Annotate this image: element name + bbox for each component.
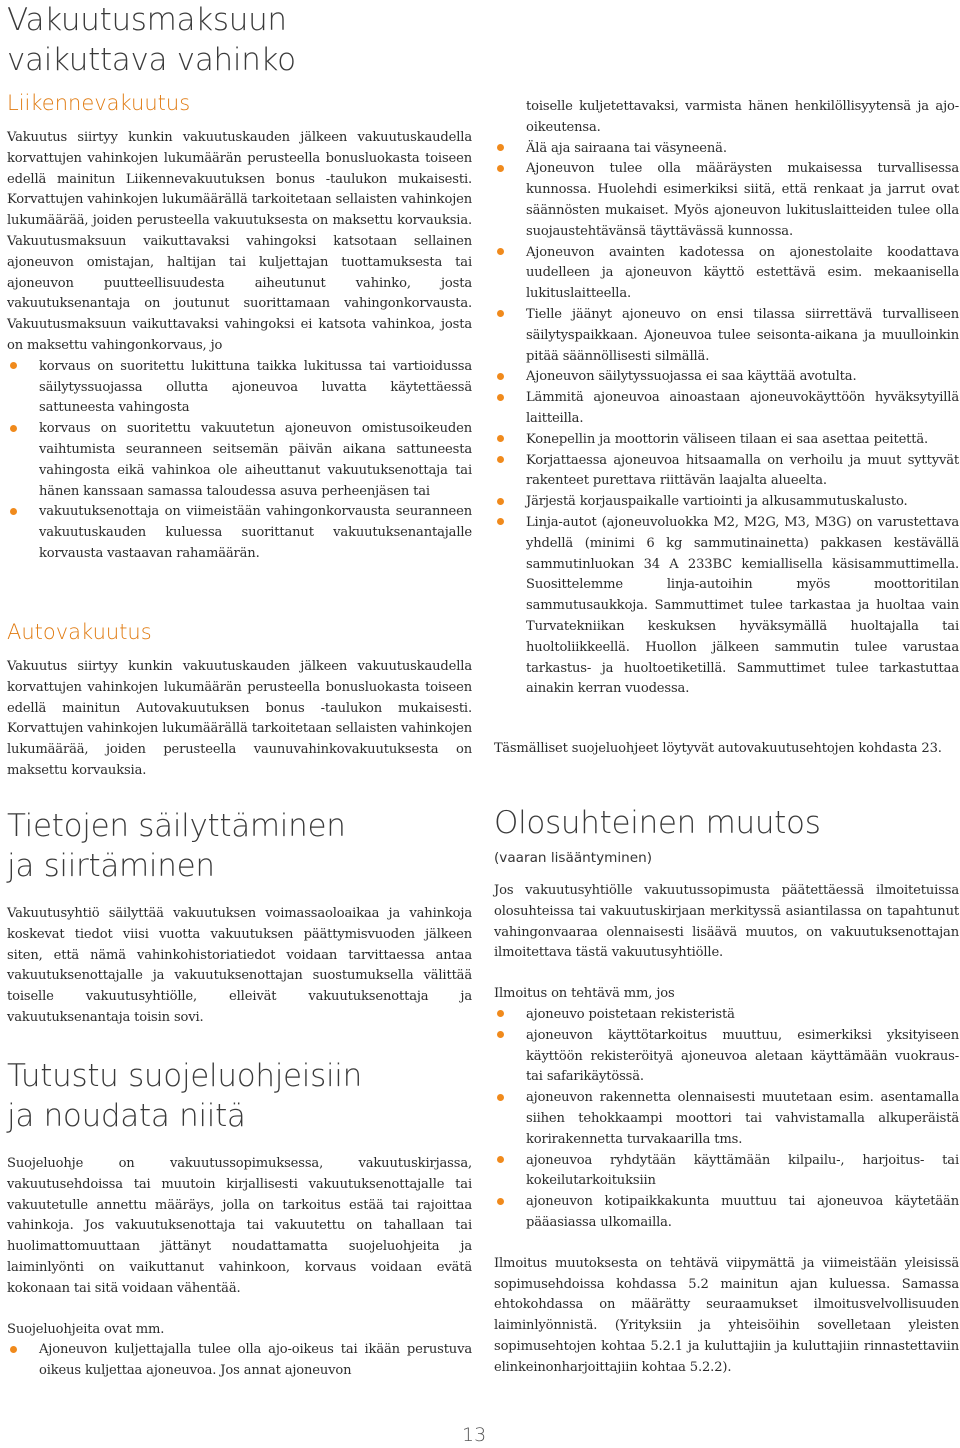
list-item xyxy=(494,1026,959,1088)
bullet-icon xyxy=(10,508,17,515)
safety-instructions-title-line-2: ja noudata niitä xyxy=(7,1098,246,1134)
bullet-icon xyxy=(497,394,504,401)
list-item-text: Ajoneuvon avainten kadotessa on ajonestolaite koodattava uudelleen ja ajoneuvon käyttö estettävä esim. mekaanisella lukituslaitteella. xyxy=(526,244,959,302)
conditions-change-closing: Ilmoitus muutoksesta on tehtävä viipymättä ja viimeistään yleisissä sopimusehdoissa kohdassa 5.2 mainitun ajan kuluessa. Samassa ehtokohdassa on määrätty seuraamukset ilmoitusvelvollisuuden laiminlyönnistä. (Yrityksiin ja yhteisöihin sovelletaan yleisten sopimusehtojen kohtaa 5.2.1 ja kuluttajiin ja kuluttajiin rinnastettaviin elinkeinonharjoittajiin kohtaa 5.2.2). xyxy=(494,1255,959,1375)
bullet-icon xyxy=(497,310,504,317)
main-title-line-2: vaikuttava vahinko xyxy=(7,42,296,78)
list-item-text: Järjestä korjauspaikalle vartiointi ja alkusammutuskalusto. xyxy=(526,494,908,510)
list-item-text: ajoneuvoa ryhdytään käyttämään kilpailu-, harjoitus- tai kokeilutarkoituksiin xyxy=(526,1152,959,1189)
data-storage-title xyxy=(7,806,472,886)
conditions-change-lead: Ilmoitus on tehtävä mm, jos xyxy=(494,986,675,1002)
safety-instructions-title xyxy=(7,1056,472,1136)
list-item xyxy=(494,430,959,451)
bullet-icon xyxy=(10,425,17,432)
auto-insurance-heading: Autovakuutus xyxy=(7,620,152,644)
list-item xyxy=(494,305,959,367)
conditions-change-list xyxy=(494,1005,959,1234)
bullet-icon xyxy=(497,456,504,463)
bullet-icon xyxy=(497,1198,504,1205)
bullet-icon xyxy=(497,518,504,525)
list-item xyxy=(494,1151,959,1193)
list-item-text: Älä aja sairaana tai väsyneenä. xyxy=(526,140,727,156)
conditions-change-section xyxy=(494,803,959,1379)
list-item-text: Ajoneuvon kuljettajalla tulee olla ajo-oikeus tai ikään perustuva oikeus kuljettaa ajoneuvoa. Jos annat ajoneuvon xyxy=(39,1342,472,1379)
traffic-exception-list xyxy=(7,357,472,565)
main-title-block xyxy=(7,0,472,80)
traffic-insurance-heading: Liikennevakuutus xyxy=(7,91,191,115)
bullet-icon xyxy=(497,144,504,151)
list-item xyxy=(494,367,959,388)
list-item-text: Konepellin ja moottorin väliseen tilaan ei saa asettaa peitettä. xyxy=(526,431,929,447)
list-item-continuation xyxy=(494,97,959,139)
list-item-text: Tielle jäänyt ajoneuvo on ensi tilassa siirrettävä turvalliseen säilytyspaikkaan. Ajoneuvoa tulee seisonta-aikana ja muulloinkin pitää säännöllisesti silmällä. xyxy=(526,306,959,364)
bullet-icon xyxy=(497,435,504,442)
safety-instructions-section xyxy=(7,1056,472,1382)
list-item-text: toiselle kuljetettavaksi, varmista hänen henkilöllisyytensä ja ajo-oikeutensa. xyxy=(526,99,959,135)
list-item xyxy=(7,1340,472,1382)
list-item xyxy=(494,513,959,700)
bullet-icon xyxy=(497,373,504,380)
list-item xyxy=(7,357,472,419)
bullet-icon xyxy=(497,1031,504,1038)
safety-instructions-paragraph: Suojeluohje on vakuutussopimuksessa, vakuutuskirjassa, vakuutusehdoissa tai muutoin kirjallisesti vakuutuksenottajalle tai vakuutetulle annettu määräys, jolla on tarkoitus estää tai rajoittaa vahinkoja. Jos vakuutuksenottaja tai vakuutettu on tahallaan tai huolimattomuuttaan jättänyt noudattamatta suojeluohjeita ja laiminlyönti on vaikuttanut vahinkoon, korvaus voidaan evätä kokonaan tai sitä voidaan vähentää. xyxy=(7,1156,472,1296)
main-title-line-1: Vakuutusmaksuun xyxy=(7,2,287,38)
list-item-text: ajoneuvon kotipaikkakunta muuttuu tai ajoneuvoa käytetään pääasiassa ulkomailla. xyxy=(526,1194,959,1230)
list-item-text: ajoneuvon käyttötarkoitus muuttuu, esimerkiksi yksityiseen käyttöön rekisteröityä ajoneuvoa aletaan käyttämään vuokraus- tai safarikäytössä. xyxy=(526,1027,959,1085)
page-number: 13 xyxy=(462,1424,487,1446)
bullet-icon xyxy=(497,1156,504,1163)
conditions-change-subtitle: (vaaran lisääntyminen) xyxy=(494,850,653,866)
safety-list-continued xyxy=(494,97,959,700)
list-item-text: Ajoneuvon säilytyssuojassa ei saa käyttää avotulta. xyxy=(526,369,857,385)
list-item-text: korvaus on suoritettu lukittuna taikka lukitussa tai vartioidussa säilytyssuojassa ollutta ajoneuvoa luvatta käytettäessä sattuneesta vahingosta xyxy=(39,358,472,416)
list-item-text: Linja-autot (ajoneuvoluokka M2, M2G, M3, M3G) on varustettava yhdellä (minimi 6 kg sammutinainetta) pakkasen kestävällä sammutinluokan 34 A 233BC kemiallisella käsisammuttimella. Suosittelemme linja-autoihin myös moottoritilan sammutusaukkoja. Sammuttimet tulee tarkastaa ja huoltaa vain Turvatekniikan keskuksen hyväksymällä huoltajalla tai huoltoliikkeellä. Huollon jälkeen sammutin tulee varustaa tarkastus- ja huoltoetiketillä. Sammuttimet tulee tarkastuttaa ainakin kerran vuodessa. xyxy=(526,514,959,697)
list-item xyxy=(494,451,959,493)
list-item xyxy=(7,502,472,564)
list-item xyxy=(494,243,959,305)
safety-instructions-list xyxy=(7,1340,472,1382)
safety-note-block xyxy=(494,739,959,760)
auto-insurance-section xyxy=(7,618,472,782)
list-item xyxy=(494,1192,959,1234)
bullet-icon xyxy=(497,1010,504,1017)
conditions-change-paragraph: Jos vakuutusyhtiölle vakuutussopimusta päätettäessä ilmoitetuissa olosuhteissa tai vakuutuskirjaan merkityssä asiantilassa on tapahtunut vahingonvaaraa olennaisesti lisäävä muutos, on vakuutuksenottajan ilmoitettava tästä vakuutusyhtiölle. xyxy=(494,883,959,961)
bullet-icon xyxy=(497,1094,504,1101)
bullet-icon xyxy=(497,248,504,255)
safety-instructions-lead: Suojeluohjeita ovat mm. xyxy=(7,1321,165,1337)
list-item xyxy=(494,492,959,513)
list-item-text: Lämmitä ajoneuvoa ainoastaan ajoneuvokäyttöön hyväksytyillä laitteilla. xyxy=(526,390,959,426)
list-item-text: korvaus on suoritettu vakuutetun ajoneuvon omistusoikeuden vaihtumista seuranneen seitsemän päivän aikana sattuneesta vahingosta eikä vahinkoa ole aiheuttanut vakuutuksenottaja tai hänen kanssaan samassa taloudessa asuva perheenjäsen tai xyxy=(39,421,472,499)
auto-insurance-paragraph: Vakuutus siirtyy kunkin vakuutuskauden jälkeen vakuutuskaudella korvattujen vahinkojen lukumäärän perusteella bonusluokasta toiseen edellä mainitun Autovakuutuksen bonus -taulukon mukaisesti. Korvattujen vahinkojen lukumäärällä tarkoitetaan sellaisten vahinkojen lukumäärää, joiden perusteella vaunuvahinkovakuutuksesta on maksettu korvauksia. xyxy=(7,659,472,778)
bullet-icon xyxy=(10,362,17,369)
safety-note: Täsmälliset suojeluohjeet löytyvät autovakuutusehtojen kohdasta 23. xyxy=(494,741,942,756)
list-item-text: Korjattaessa ajoneuvoa hitsaamalla on verhoilu ja muut syttyvät rakenteet purettava riittävän laajalta alueelta. xyxy=(526,452,959,489)
list-item-text: Ajoneuvon tulee olla määräysten mukaisessa turvallisessa kunnossa. Huolehdi esimerkiksi siitä, että renkaat ja jarrut ovat säännösten mukaiset. Myös ajoneuvon lukituslaitteiden tulee olla suojaustehtävänsä täyttävässä kunnossa. xyxy=(526,161,959,239)
main-title xyxy=(7,0,472,80)
list-item xyxy=(494,388,959,430)
conditions-change-title: Olosuhteinen muutos xyxy=(494,805,821,841)
data-storage-section xyxy=(7,806,472,1029)
bullet-icon xyxy=(497,165,504,172)
list-item xyxy=(494,159,959,242)
list-item xyxy=(494,1005,959,1026)
data-storage-title-line-1: Tietojen säilyttäminen xyxy=(7,808,346,844)
safety-instructions-list-continued xyxy=(494,97,959,700)
bullet-icon xyxy=(10,1346,17,1353)
list-item-text: ajoneuvon rakennetta olennaisesti muutetaan esim. asentamalla siihen tehokkaampi moottori tai vahvistamalla alkuperäistä korirakennetta turvakaarilla tms. xyxy=(526,1090,959,1147)
traffic-insurance-section xyxy=(7,89,472,565)
bullet-icon xyxy=(497,498,504,505)
traffic-insurance-paragraph: Vakuutus siirtyy kunkin vakuutuskauden jälkeen vakuutuskaudella korvattujen vahinkojen lukumäärän perusteella bonusluokasta toiseen edellä mainitun Liikennevakuutuksen bonus -taulukon mukaisesti. Korvattujen vahinkojen lukumäärällä tarkoitetaan sellaisten vahinkojen lukumäärää, joiden perusteella vakuutuksesta on maksettu korvauksia. Vakuutusmaksuun vaikuttavaksi vahingoksi katsotaan sellainen ajoneuvon omistajan, haltijan tai kuljettajan tuottamuksesta tai ajoneuvon puutteellisuudesta aiheutunut vahinko, josta vakuutuksenantaja on joutunut suorittamaan vahingonkorvausta. Vakuutusmaksuun vaikuttavaksi vahingoksi ei katsota vahinkoa, josta on maksettu vahingonkorvaus, jo xyxy=(7,130,472,353)
list-item xyxy=(7,419,472,502)
list-item-text: vakuutuksenottaja on viimeistään vahingonkorvausta seuranneen vakuutuskauden kuluessa suorittanut vakuutuksenantajalle korvausta vastaavan rahamäärän. xyxy=(39,504,472,561)
data-storage-paragraph: Vakuutusyhtiö säilyttää vakuutuksen voimassaoloaikaa ja vahinkoja koskevat tiedot viisi vuotta vakuutuksen päättymisvuoden jälkeen siten, että nämä vahinkohistoriatiedot voidaan tarvittaessa antaa vakuutuksenottajalle ja vakuutuksenottajan suostumuksella välittää toiselle vakuutusyhtiölle, elleivät vakuutuksenottaja ja vakuutuksenantaja toisin sovi. xyxy=(7,906,472,1025)
list-item-text: ajoneuvo poistetaan rekisteristä xyxy=(526,1006,735,1022)
safety-instructions-title-line-1: Tutustu suojeluohjeisiin xyxy=(7,1058,362,1094)
data-storage-title-line-2: ja siirtäminen xyxy=(7,848,215,884)
list-item xyxy=(494,139,959,160)
list-item xyxy=(494,1088,959,1150)
